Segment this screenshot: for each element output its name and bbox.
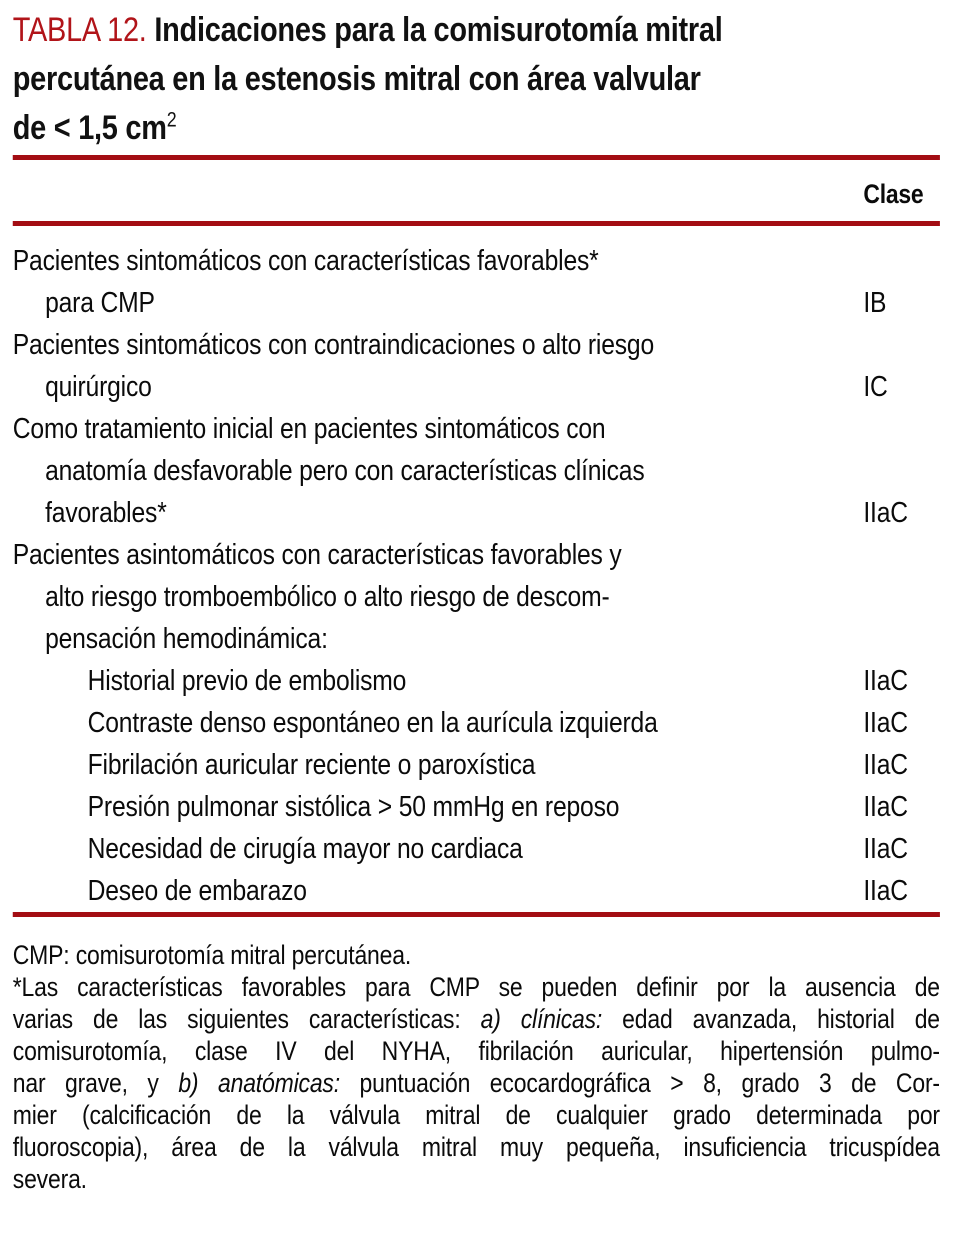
table-title <box>13 6 940 153</box>
footnote-text: puntuación ecocardográfica > 8, grado 3 de Cor- <box>339 1068 940 1098</box>
clase-value: IIaC <box>863 707 908 739</box>
title-text: Indicaciones para la comisurotomía mitral <box>154 11 723 49</box>
footnote-text: nar grave, y <box>12 1068 179 1098</box>
table-row <box>13 828 940 870</box>
title-line <box>13 55 940 104</box>
footnote-text: varias de las siguientes características: <box>12 1004 481 1034</box>
footnote-line <box>13 971 940 1003</box>
clase-column-header: Clase <box>863 179 924 209</box>
header-rule <box>13 221 940 226</box>
title-line <box>13 104 940 153</box>
indication-text <box>13 828 864 870</box>
indication-line: pensación hemodinámica: <box>45 623 328 655</box>
title-line <box>13 6 940 55</box>
indication-text <box>13 660 864 702</box>
footnote-text: mier (calcificación de la válvula mitral de cualquier grado determinada por <box>12 1100 940 1130</box>
footnote-italic-text: a) clínicas: <box>480 1004 603 1034</box>
footnote-italic-text: b) anatómicas: <box>178 1068 340 1098</box>
clase-value: IIaC <box>863 497 908 529</box>
footnote-text: comisurotomía, clase IV del NYHA, fibrilación auricular, hipertensión pulmo- <box>12 1036 940 1066</box>
clase-value: IIaC <box>863 791 908 823</box>
indication-line: alto riesgo tromboembólico o alto riesgo de descom- <box>45 581 610 613</box>
indication-text <box>13 786 864 828</box>
footnote-line <box>13 939 940 971</box>
indication-line: favorables* <box>45 497 167 529</box>
table-content <box>13 0 940 1195</box>
indication-line: Necesidad de cirugía mayor no cardiaca <box>87 833 523 865</box>
footnote-line <box>13 1163 940 1195</box>
title-text: de < 1,5 cm <box>12 109 167 147</box>
table-row <box>13 408 940 534</box>
title-text: 2 <box>166 108 177 132</box>
bottom-rule <box>13 912 940 917</box>
indication-text <box>13 324 864 408</box>
indication-line: Como tratamiento inicial en pacientes sintomáticos con <box>12 413 606 445</box>
indication-line: Historial previo de embolismo <box>87 665 407 697</box>
table-row <box>13 240 940 324</box>
footnote-text: *Las características favorables para CMP se pueden definir por la ausencia de <box>12 972 940 1002</box>
table-body <box>13 240 940 912</box>
indication-text <box>13 744 864 786</box>
clase-value: IB <box>863 287 887 319</box>
footnote-text: CMP: comisurotomía mitral percutánea. <box>12 940 412 970</box>
table-row <box>13 870 940 912</box>
clase-value: IIaC <box>863 749 908 781</box>
table-row <box>13 324 940 408</box>
indication-line: quirúrgico <box>45 371 152 403</box>
clase-value: IC <box>863 371 888 403</box>
indication-text <box>13 702 864 744</box>
table-footnote <box>13 939 940 1195</box>
table-header-row <box>13 160 940 221</box>
title-text: percutánea en la estenosis mitral con área valvular <box>12 60 701 98</box>
clase-value: IIaC <box>863 665 908 697</box>
footnote-line <box>13 1035 940 1067</box>
table-number-label: TABLA 12. <box>12 11 155 49</box>
indication-text <box>13 534 864 660</box>
indication-text <box>13 408 864 534</box>
indication-line: Pacientes asintomáticos con características favorables y <box>12 539 622 571</box>
indication-line: Fibrilación auricular reciente o paroxística <box>87 749 536 781</box>
indication-line: anatomía desfavorable pero con características clínicas <box>45 455 645 487</box>
footnote-text: fluoroscopia), área de la válvula mitral muy pequeña, insuficiencia tricuspídea <box>12 1132 940 1162</box>
table-row <box>13 660 940 702</box>
indication-line: Pacientes sintomáticos con contraindicaciones o alto riesgo <box>12 329 655 361</box>
footnote-line <box>13 1099 940 1131</box>
table-row <box>13 702 940 744</box>
indication-line: Contraste denso espontáneo en la aurícula izquierda <box>87 707 658 739</box>
clase-value: IIaC <box>863 875 908 907</box>
indication-text <box>13 240 864 324</box>
table-row <box>13 786 940 828</box>
table-row <box>13 744 940 786</box>
footnote-line <box>13 1067 940 1099</box>
indication-line: Presión pulmonar sistólica > 50 mmHg en reposo <box>87 791 620 823</box>
footnote-text: edad avanzada, historial de <box>602 1004 940 1034</box>
table-row <box>13 534 940 660</box>
footnote-line <box>13 1003 940 1035</box>
indication-line: Deseo de embarazo <box>87 875 307 907</box>
indication-line: Pacientes sintomáticos con características favorables* <box>12 245 599 277</box>
footnote-text: severa. <box>12 1164 87 1194</box>
indication-line: para CMP <box>45 287 155 319</box>
footnote-line <box>13 1131 940 1163</box>
indication-text <box>13 870 864 912</box>
clase-value: IIaC <box>863 833 908 865</box>
